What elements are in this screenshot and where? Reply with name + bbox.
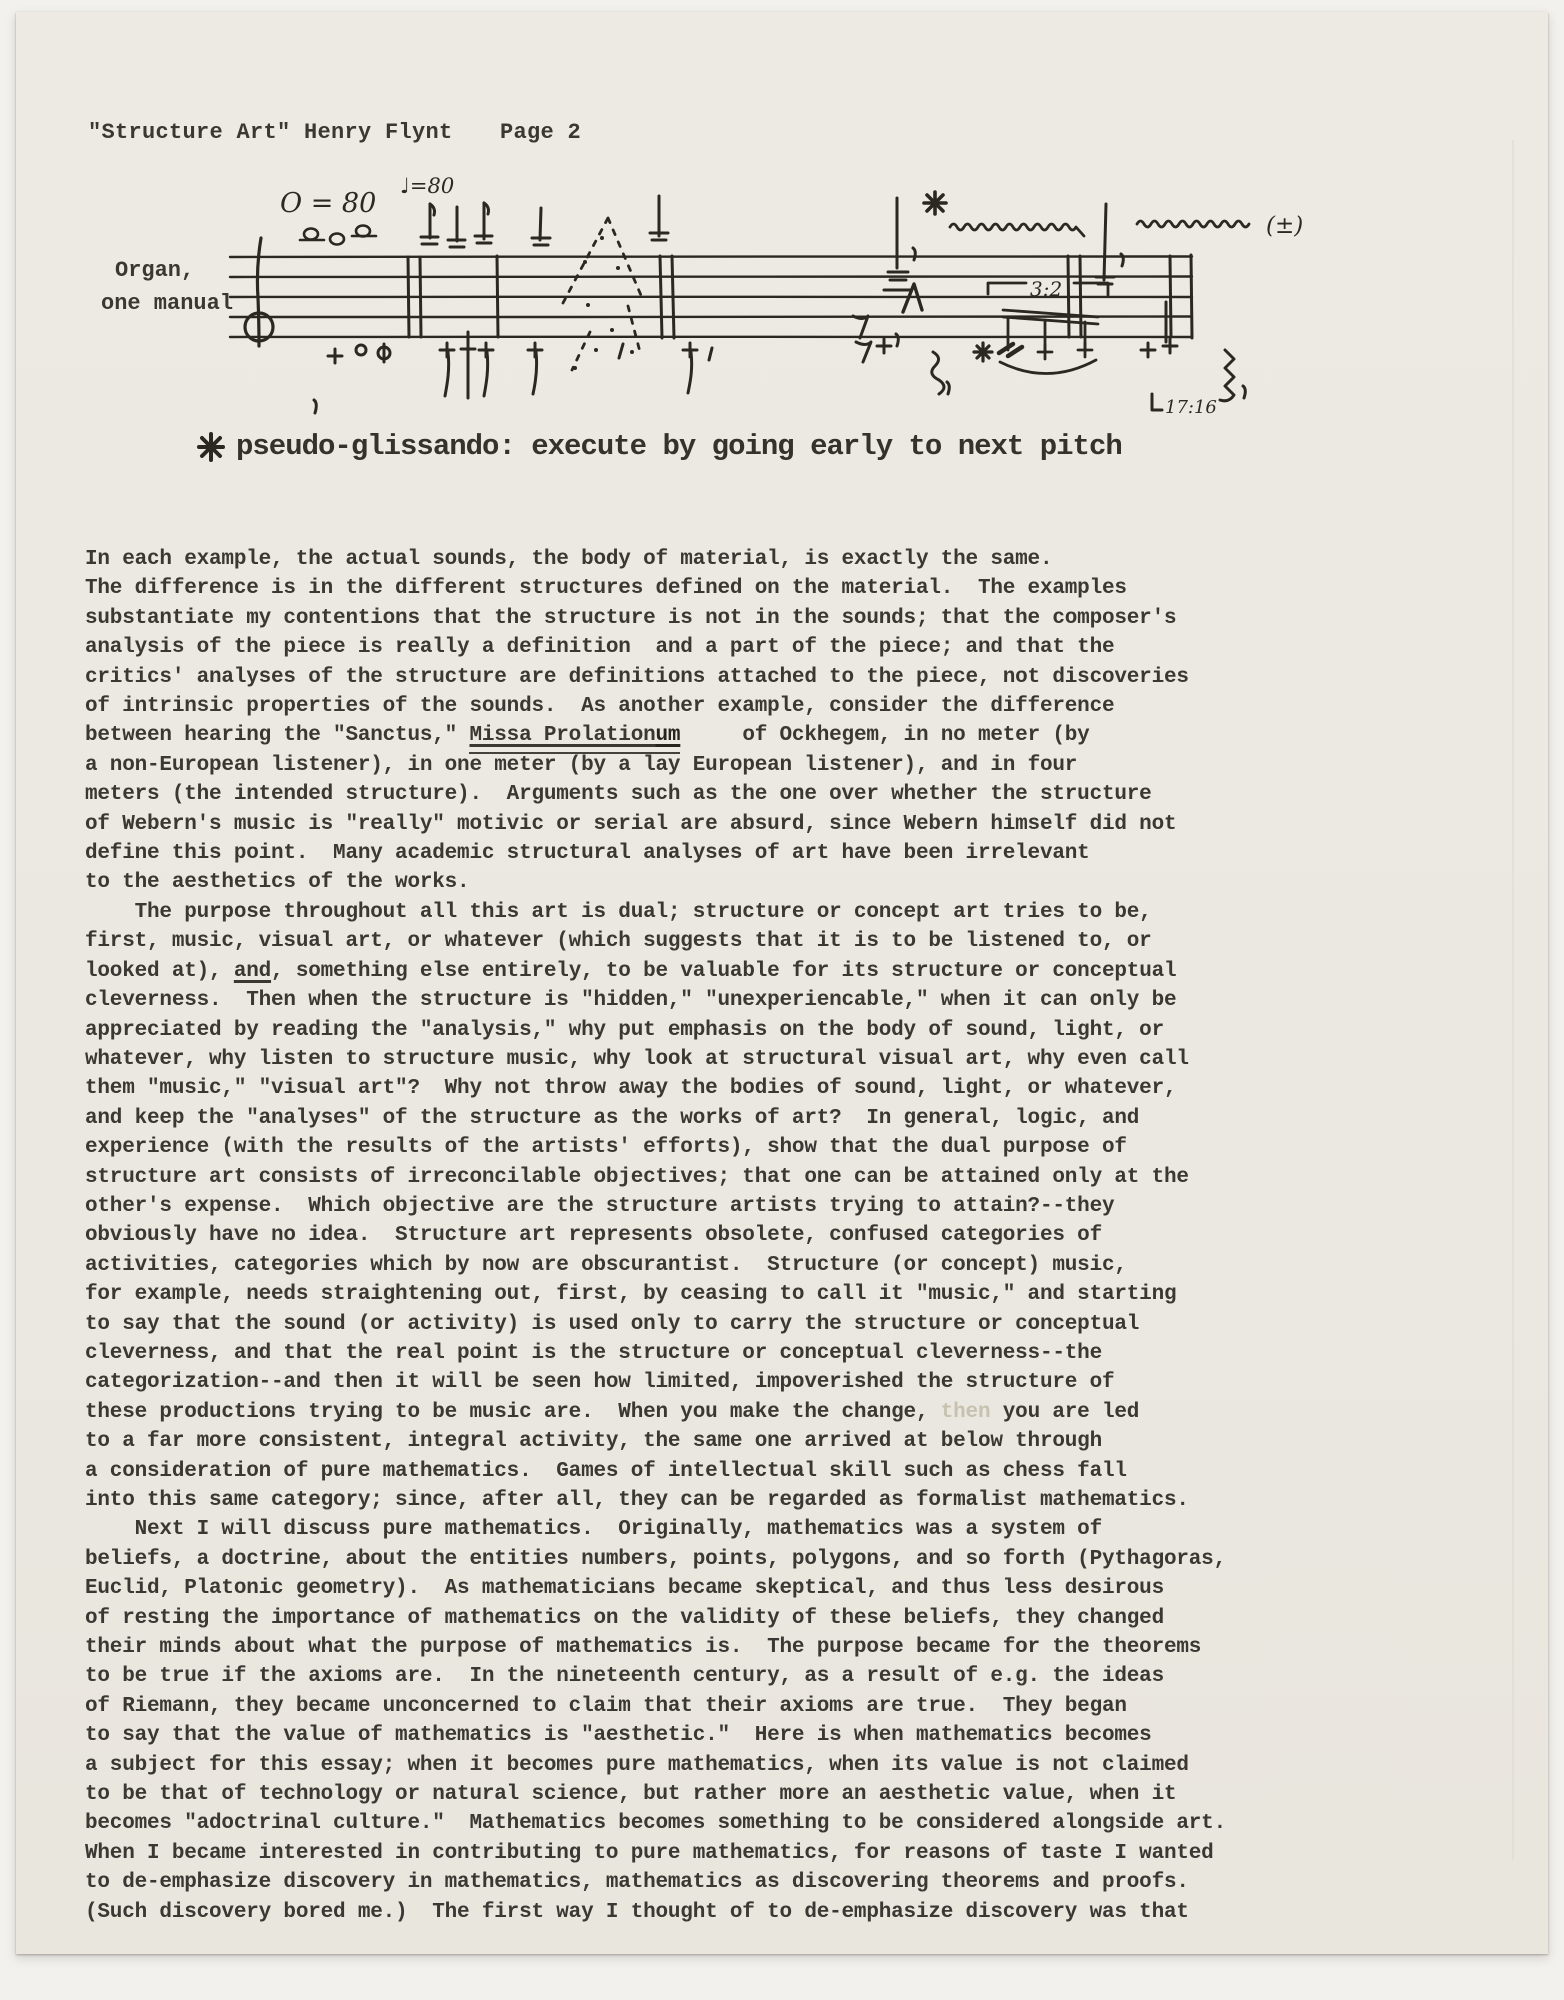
- ratio-label: 17:16: [1165, 397, 1217, 418]
- body-text: [85, 545, 1226, 1927]
- text-line: categorization--and then it will be seen how limited, impoverished the structure of: [85, 1371, 1115, 1395]
- text-line: substantiate my contentions that the structure is not in the sounds; that the composer's: [85, 606, 1177, 630]
- text-line: of intrinsic properties of the sounds. As another example, consider the difference: [85, 695, 1115, 719]
- text-line: (Such discovery bored me.) The first way I thought of to de-emphasize discovery was that: [85, 1900, 1189, 1924]
- noteheads-below-staff: [328, 332, 712, 398]
- text-line: and keep the "analyses" of the structure as the works of art? In general, logic, and: [85, 1106, 1140, 1130]
- text-line: analysis of the piece is really a definition and a part of the piece; and that the: [85, 636, 1115, 660]
- text-line: Next I will discuss pure mathematics. Originally, mathematics was a system of: [85, 1518, 1102, 1542]
- text-line: their minds about what the purpose of mathematics is. The purpose became for the theorems: [85, 1636, 1202, 1660]
- text-line: experience (with the results of the artists' efforts), show that the dual purpose of: [85, 1136, 1127, 1160]
- text-line: between hearing the "Sanctus," Missa Prolationum of Ockhegem, in no meter (by: [85, 724, 1090, 748]
- asterisk-mark-icon: [924, 192, 946, 214]
- tempo-whole-note: O = 80: [280, 188, 377, 219]
- glissando-dashes: [563, 218, 643, 370]
- text-line: a subject for this essay; when it becomes pure mathematics, when its value is not claimed: [85, 1753, 1189, 1777]
- caption-text: pseudo-glissando: execute by going early to next pitch: [236, 430, 1122, 463]
- text-line: becomes "adoctrinal culture." Mathematics becomes something to be considered alongside art.: [85, 1812, 1226, 1836]
- text-line: cleverness. Then when the structure is "hidden," "unexperiencable," when it can only be: [85, 989, 1177, 1013]
- text-line: to de-emphasize discovery in mathematics, mathematics as discovering theorems and proofs.: [85, 1871, 1189, 1895]
- text-line: first, music, visual art, or whatever (which suggests that it is to be listened to, or: [85, 930, 1152, 954]
- wavy-lines: [950, 221, 1249, 236]
- text-line: looked at), and, something else entirely, to be valuable for its structure or conceptual: [85, 959, 1177, 983]
- text-line: a non-European listener), in one meter (by a lay European listener), and in four: [85, 753, 1078, 777]
- text-line: of Riemann, they became unconcerned to claim that their axioms are true. They began: [85, 1694, 1127, 1718]
- text-line: structure art consists of irreconcilable objectives; that one can be attained only at the: [85, 1165, 1189, 1189]
- text-line: to the aesthetics of the works.: [85, 871, 470, 895]
- text-line: for example, needs straightening out, first, by ceasing to call it "music," and starting: [85, 1283, 1177, 1307]
- text-line: to say that the sound (or activity) is used only to carry the structure or conceptual: [85, 1312, 1140, 1336]
- text-line: to say that the value of mathematics is "aesthetic." Here is when mathematics becomes: [85, 1724, 1152, 1748]
- text-line: cleverness, and that the real point is the structure or conceptual cleverness--the: [85, 1341, 1102, 1365]
- text-line: Euclid, Platonic geometry). As mathematicians became skeptical, and thus less desirous: [85, 1577, 1164, 1601]
- page-number: Page 2: [500, 120, 582, 145]
- text-line: critics' analyses of the structure are definitions attached to the piece, not discoveries: [85, 665, 1189, 689]
- text-line: to be true if the axioms are. In the nineteenth century, as a result of e.g. the ideas: [85, 1665, 1164, 1689]
- text-line: The difference is in the different structures defined on the material. The examples: [85, 577, 1127, 601]
- text-line: When I became interested in contributing to pure mathematics, for reasons of taste I wanted: [85, 1841, 1214, 1865]
- text-line: obviously have no idea. Structure art represents obsolete, confused categories of: [85, 1224, 1102, 1248]
- text-line: them "music," "visual art"? Why not throw away the bodies of sound, light, or whatever,: [85, 1077, 1177, 1101]
- tempo-quarter-note: ♩=80: [400, 174, 455, 198]
- text-line: beliefs, a doctrine, about the entities numbers, points, polygons, and so forth (Pythagoras,: [85, 1547, 1226, 1571]
- text-line: other's expense. Which objective are the structure artists trying to attain?--they: [85, 1194, 1115, 1218]
- text-line: appreciated by reading the "analysis," why put emphasis on the body of sound, light, or: [85, 1018, 1164, 1042]
- instrument-label-line1: Organ,: [115, 258, 195, 283]
- text-line: into this same category; since, after all, they can be regarded as formalist mathematics.: [85, 1489, 1189, 1512]
- text-line: whatever, why listen to structure music, why look at structural visual art, why even call: [85, 1047, 1189, 1071]
- tuplet-label: 3:2: [1030, 277, 1063, 301]
- paren-plusminus-mark: (±): [1266, 213, 1304, 239]
- rests: [853, 316, 949, 394]
- instrument-label-line2: one manual: [101, 291, 234, 316]
- text-line: of Webern's music is "really" motivic or serial are absurd, since Webern himself did not: [85, 812, 1177, 836]
- asterisk-icon: [196, 432, 226, 462]
- whole-notes: [300, 226, 376, 245]
- stray-mark: [314, 400, 316, 413]
- text-line: meters (the intended structure). Arguments such as the one over whether the structure: [85, 783, 1152, 807]
- clef-icon: [245, 238, 273, 346]
- text-line: a consideration of pure mathematics. Games of intellectual skill such as chess fall: [85, 1459, 1127, 1483]
- text-line: to a far more consistent, integral activity, the same one arrived at below through: [85, 1430, 1102, 1454]
- text-line: of resting the importance of mathematics on the validity of these beliefs, they changed: [85, 1606, 1164, 1630]
- text-line: In each example, the actual sounds, the body of material, is exactly the same.: [85, 548, 1053, 571]
- caption-row: [196, 430, 1122, 463]
- text-line: The purpose throughout all this art is dual; structure or concept art tries to be,: [85, 900, 1152, 924]
- music-notation-figure: [0, 0, 1564, 500]
- text-line: to be that of technology or natural science, but rather more an aesthetic value, when it: [85, 1783, 1177, 1807]
- asterisk-below-icon: [974, 343, 992, 361]
- text-line: define this point. Many academic structural analyses of art have been irrelevant: [85, 842, 1090, 866]
- text-line: these productions trying to be music are. When you make the change, then you are led: [85, 1400, 1140, 1424]
- page-title: "Structure Art" Henry Flynt: [88, 120, 453, 145]
- text-line: activities, categories which by now are obscurantist. Structure (or concept) music,: [85, 1253, 1127, 1277]
